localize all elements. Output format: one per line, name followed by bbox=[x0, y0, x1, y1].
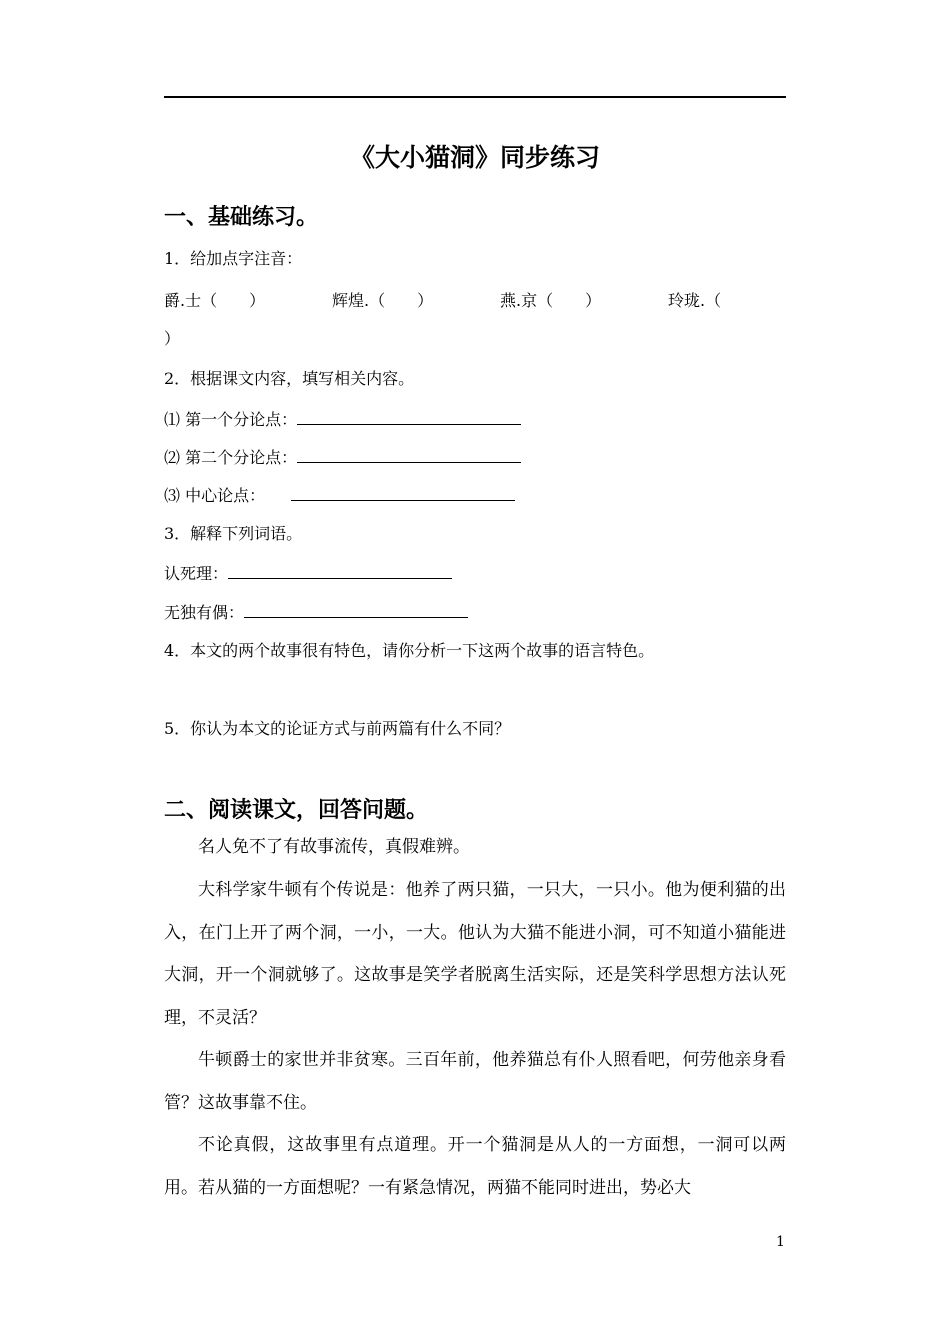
q3-blank-1[interactable] bbox=[228, 562, 452, 579]
q1-wrap: ） bbox=[164, 329, 181, 348]
page-number: 1 bbox=[776, 1234, 785, 1250]
q3-line-2 bbox=[164, 601, 468, 624]
q3-line-1 bbox=[164, 562, 452, 585]
q2-label-3: ⑶ 中心论点： bbox=[164, 486, 266, 505]
q1-item-2: 辉煌.（ ） bbox=[332, 291, 434, 310]
q3-blank-2[interactable] bbox=[244, 601, 468, 618]
q2-label-2: ⑵ 第二个分论点： bbox=[164, 448, 298, 467]
q2-line-3 bbox=[164, 484, 515, 507]
passage-paragraph-2: 大科学家牛顿有个传说是：他养了两只猫，一只大，一只小。他为便利猫的出入，在门上开了两个洞，一小，一大。他认为大猫不能进小洞，可不知道小猫能进大洞，开一个洞就够了。这故事是笑学者脱离生活实际，还是笑科学思想方法认死理，不灵活？ bbox=[164, 880, 786, 1028]
page-title: 《大小猫洞》同步练习 bbox=[349, 143, 600, 172]
q1-item-3: 燕.京（ ） bbox=[500, 291, 602, 310]
header-rule bbox=[164, 96, 786, 98]
q2-blank-3[interactable] bbox=[291, 484, 515, 501]
q2-blank-2[interactable] bbox=[297, 446, 521, 463]
q1-item-4: 玲珑.（ bbox=[668, 291, 722, 310]
q3-label-1: 认死理： bbox=[164, 564, 229, 583]
q2-label-1: ⑴ 第一个分论点： bbox=[164, 410, 298, 429]
q1-prompt: 1．给加点字注音： bbox=[164, 249, 303, 268]
section2-heading: 二、阅读课文，回答问题。 bbox=[164, 798, 429, 823]
q2-line-1 bbox=[164, 408, 521, 431]
q4-text: 4．本文的两个故事很有特色，请你分析一下这两个故事的语言特色。 bbox=[164, 641, 655, 660]
q3-prompt: 3．解释下列词语。 bbox=[164, 524, 303, 543]
q2-prompt: 2．根据课文内容，填写相关内容。 bbox=[164, 369, 415, 388]
passage-paragraph-3: 牛顿爵士的家世并非贫寒。三百年前，他养猫总有仆人照看吧，何劳他亲身看管？这故事靠不住。 bbox=[164, 1050, 786, 1113]
q5-text: 5．你认为本文的论证方式与前两篇有什么不同？ bbox=[164, 719, 511, 738]
q2-blank-1[interactable] bbox=[297, 408, 521, 425]
q2-line-2 bbox=[164, 446, 521, 469]
passage-paragraph-1: 名人免不了有故事流传，真假难辨。 bbox=[198, 837, 470, 857]
passage-paragraph-4: 不论真假，这故事里有点道理。开一个猫洞是从人的一方面想，一洞可以两用。若从猫的一方面想呢？一有紧急情况，两猫不能同时进出，势必大 bbox=[164, 1135, 786, 1198]
q1-item-1: 爵.士（ ） bbox=[164, 291, 266, 310]
q3-label-2: 无独有偶： bbox=[164, 603, 245, 622]
section1-heading: 一、基础练习。 bbox=[164, 205, 319, 230]
